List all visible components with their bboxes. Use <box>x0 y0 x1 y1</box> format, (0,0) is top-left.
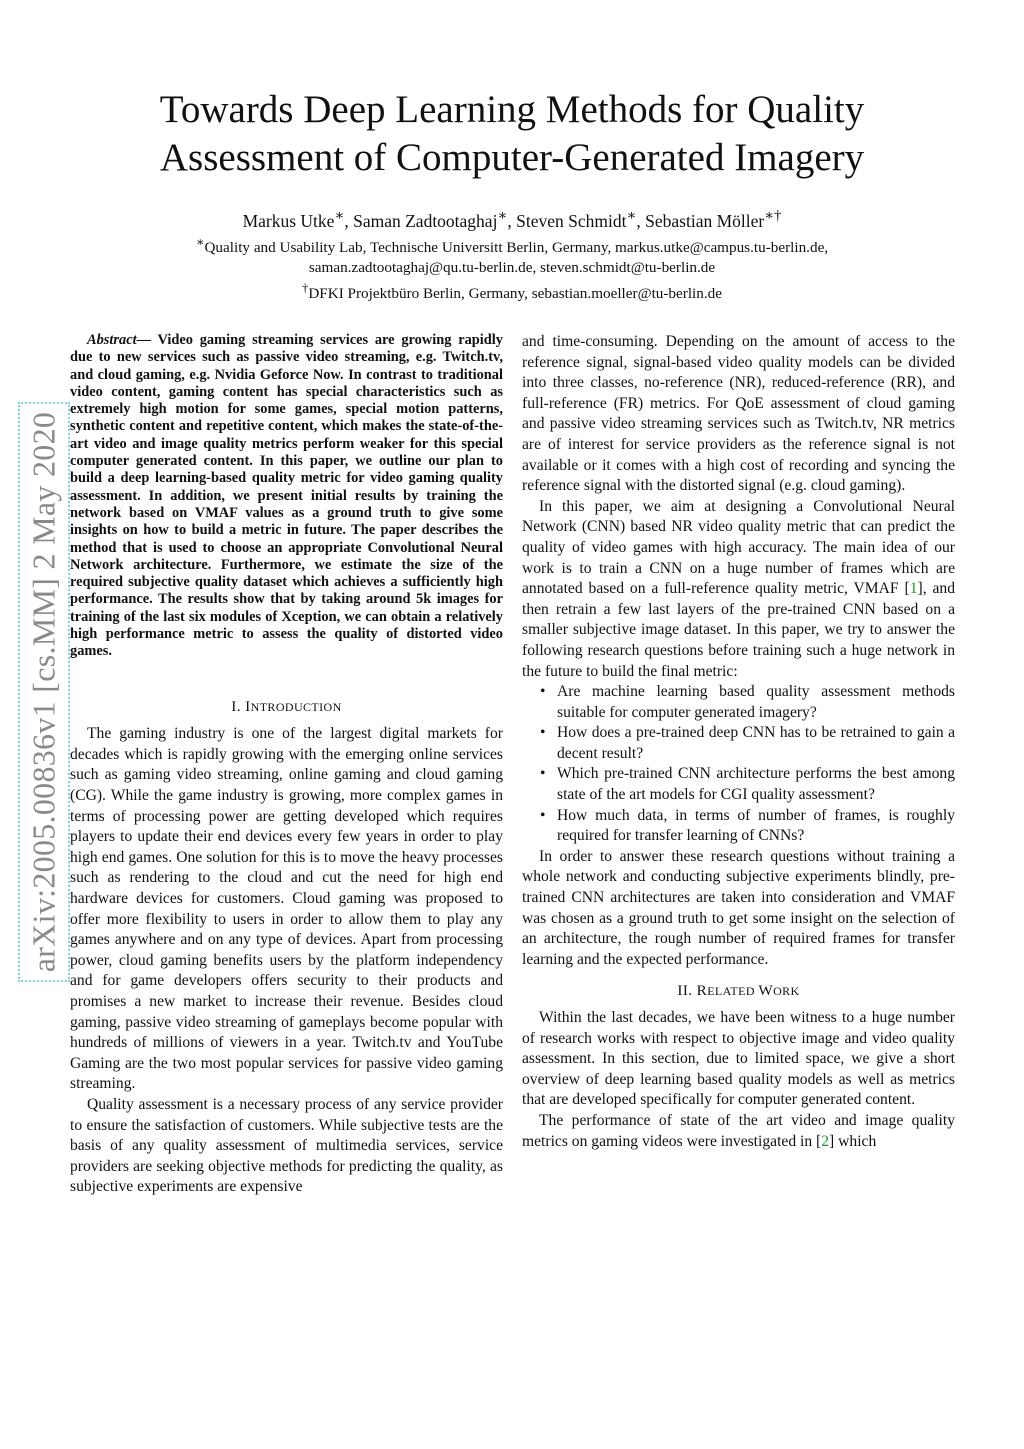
list-item: • Are machine learning based quality assessment methods suitable for computer generated imagery? <box>557 682 955 723</box>
paragraph: Quality assessment is a necessary process of any service provider to ensure the satisfaction of customers. While subjective tests are the basis of any quality assessment of multimedia services, service providers are seeking objective methods for predicting the quality, as subjective experiments are expensive <box>70 1095 503 1196</box>
abstract-label: Abstract <box>87 332 137 348</box>
list-item: • How much data, in terms of number of frames, is roughly required for transfer learning of CNNs? <box>557 806 955 847</box>
abstract-text: Video gaming streaming services are growing rapidly due to new services such as passive video streaming, e.g. Twitch.tv, and cloud gaming, e.g. Nvidia Geforce Now. In contrast to traditional video content, gaming content has special characteristics such as extremely high motion for some games, special motion patterns, synthetic content and repetitive content, which makes the state-of-the-art video and image quality metrics perform weaker for this special computer generated content. In this paper, we outline our plan to build a deep learning-based quality metric for video gaming quality assessment. In addition, we present initial results by training the network based on VMAF values as a ground truth to give some insights on how to build a metric in future. The paper describes the method that is used to choose an appropriate Convolutional Neural Network architecture. Furthermore, we estimate the size of the required subjective quality dataset which achieves a sufficiently high performance. The results show that by taking around 5k images for training of the last six modules of Xception, we can obtain a relatively high performance metric to assess the quality of distorted video games. <box>70 332 504 660</box>
author-list: Markus Utke∗, Saman Zadtootaghaj∗, Steven Schmidt∗, Sebastian Möller∗† <box>242 208 782 231</box>
author-name: Steven Schmidt <box>516 210 627 231</box>
author-name: Saman Zadtootaghaj <box>353 210 498 231</box>
right-column <box>522 332 955 1152</box>
title-line-2: Assessment of Computer-Generated Imagery <box>159 136 865 179</box>
paragraph: The gaming industry is one of the largest digital markets for decades which is rapidly growing with the emerging online services such as gaming video streaming, online gaming and cloud gaming (CG). While the game industry is growing, more complex games in terms of processing power are getting developed which requires players to update their end devices every few years in order to play high end games. One solution for this is to move the heavy processes such as rendering to the cloud and cut the need for high end hardware devices for customers. Cloud gaming was proposed to offer more flexibility to users in order to allow them to play any games anywhere and on any type of devices. Apart from processing power, cloud gaming benefits users by the platform independency and for game developers offers security to their products and promises a new market to increase their revenue. Besides cloud gaming, passive video streaming of gameplays become popular with hundreds of millions of viewers in a year. Twitch.tv and YouTube Gaming are the two most popular services for passive video gaming streaming. <box>70 725 503 1093</box>
author-name: Sebastian Möller <box>645 210 765 231</box>
paragraph: and time-consuming. Depending on the amount of access to the reference signal, signal-based video quality models can be divided into three classes, no-reference (NR), reduced-reference (RR), and full-reference (FR) metrics. For QoE assessment of cloud gaming and passive video streaming services such as Twitch.tv, NR metrics are of interest for service providers as the reference signal is not available or it comes with a high cost of recording and syncing the reference signal with the distorted signal (e.g. cloud gaming). <box>522 333 955 495</box>
author-mark: ∗† <box>764 208 782 224</box>
list-item: • How does a pre-trained deep CNN has to be retrained to gain a decent result? <box>557 723 955 764</box>
author-mark: ∗ <box>497 208 508 224</box>
citation-link[interactable]: 2 <box>821 1132 830 1150</box>
research-questions-list <box>522 682 955 847</box>
title-line-1: Towards Deep Learning Methods for Quality <box>159 88 865 131</box>
arxiv-stamp-text: arXiv:2005.00836v1 [cs.MM] 2 May 2020 <box>25 411 62 973</box>
author-name: Markus Utke <box>242 210 335 231</box>
citation-link[interactable]: 1 <box>909 580 918 598</box>
affiliation-line: †DFKI Projektbüro Berlin, Germany, sebastian.moeller@tu-berlin.de <box>301 281 722 303</box>
paragraph: In order to answer these research questions without training a whole network and conducting subjective experiments blindly, pre-trained CNN architectures are taken into consideration and VMAF was chosen as a ground truth to get some insight on the selection of an architecture, the rough number of required frames for transfer learning and the expected performance. <box>522 847 955 968</box>
paper-title <box>80 86 944 182</box>
author-mark: ∗ <box>626 208 637 224</box>
author-mark: ∗ <box>334 208 345 224</box>
list-item: • Which pre-trained CNN architecture performs the best among state of the art models for CGI quality assessment? <box>557 764 955 805</box>
paragraph: The performance of state of the art video and image quality metrics on gaming videos were investigated in [2] which <box>522 1111 955 1150</box>
paragraph: In this paper, we aim at designing a Convolutional Neural Network (CNN) based NR video quality metric that can predict the quality of video games with high accuracy. The main idea of our work is to train a CNN on a huge number of frames which are annotated based on a full-reference quality metric, VMAF [1], and then retrain a few last layers of the pre-trained CNN based on a smaller subjective image dataset. In this paper, we try to answer the following research questions before training such a huge network in the future to build the final metric: <box>522 497 956 680</box>
affiliations <box>80 232 944 304</box>
affiliation-line: ∗Quality and Usability Lab, Technische Universitt Berlin, Germany, markus.utke@campus.tu-berlin.de, <box>195 235 829 257</box>
abstract: Abstract— Video gaming streaming services are growing rapidly due to new services such as passive video streaming, e.g. Twitch.tv, and cloud gaming, e.g. Nvidia Geforce Now. In contrast to traditional video content, gaming content has special characteristics such as extremely high motion for some games, special motion patterns, synthetic content and repetitive content, which makes the state-of-the-art video and image quality metrics perform weaker for this special computer generated content. In this paper, we outline our plan to build a deep learning-based quality metric for video gaming quality assessment. In addition, we present initial results by training the network based on VMAF values as a ground truth to give some insights on how to build a metric in future. The paper describes the method that is used to choose an appropriate Convolutional Neural Network architecture. Furthermore, we estimate the size of the required subjective quality dataset which achieves a sufficiently high performance. The results show that by taking around 5k images for training of the last six modules of Xception, we can obtain a relatively high performance metric to assess the quality of distorted video games. <box>70 332 504 660</box>
paragraph: Within the last decades, we have been witness to a huge number of research works with respect to objective image and video quality assessment. In this section, due to limited space, we give a short overview of deep learning based quality models as well as metrics that are developed specifically for computer generated content. <box>522 1009 955 1109</box>
section-heading-related-work: II. RELATED WORK <box>677 982 800 1000</box>
affiliation-line: saman.zadtootaghaj@qu.tu-berlin.de, steven.schmidt@tu-berlin.de <box>308 259 716 277</box>
arxiv-stamp <box>18 402 70 982</box>
left-column <box>70 332 503 1198</box>
section-heading-introduction: I. INTRODUCTION <box>231 697 342 715</box>
